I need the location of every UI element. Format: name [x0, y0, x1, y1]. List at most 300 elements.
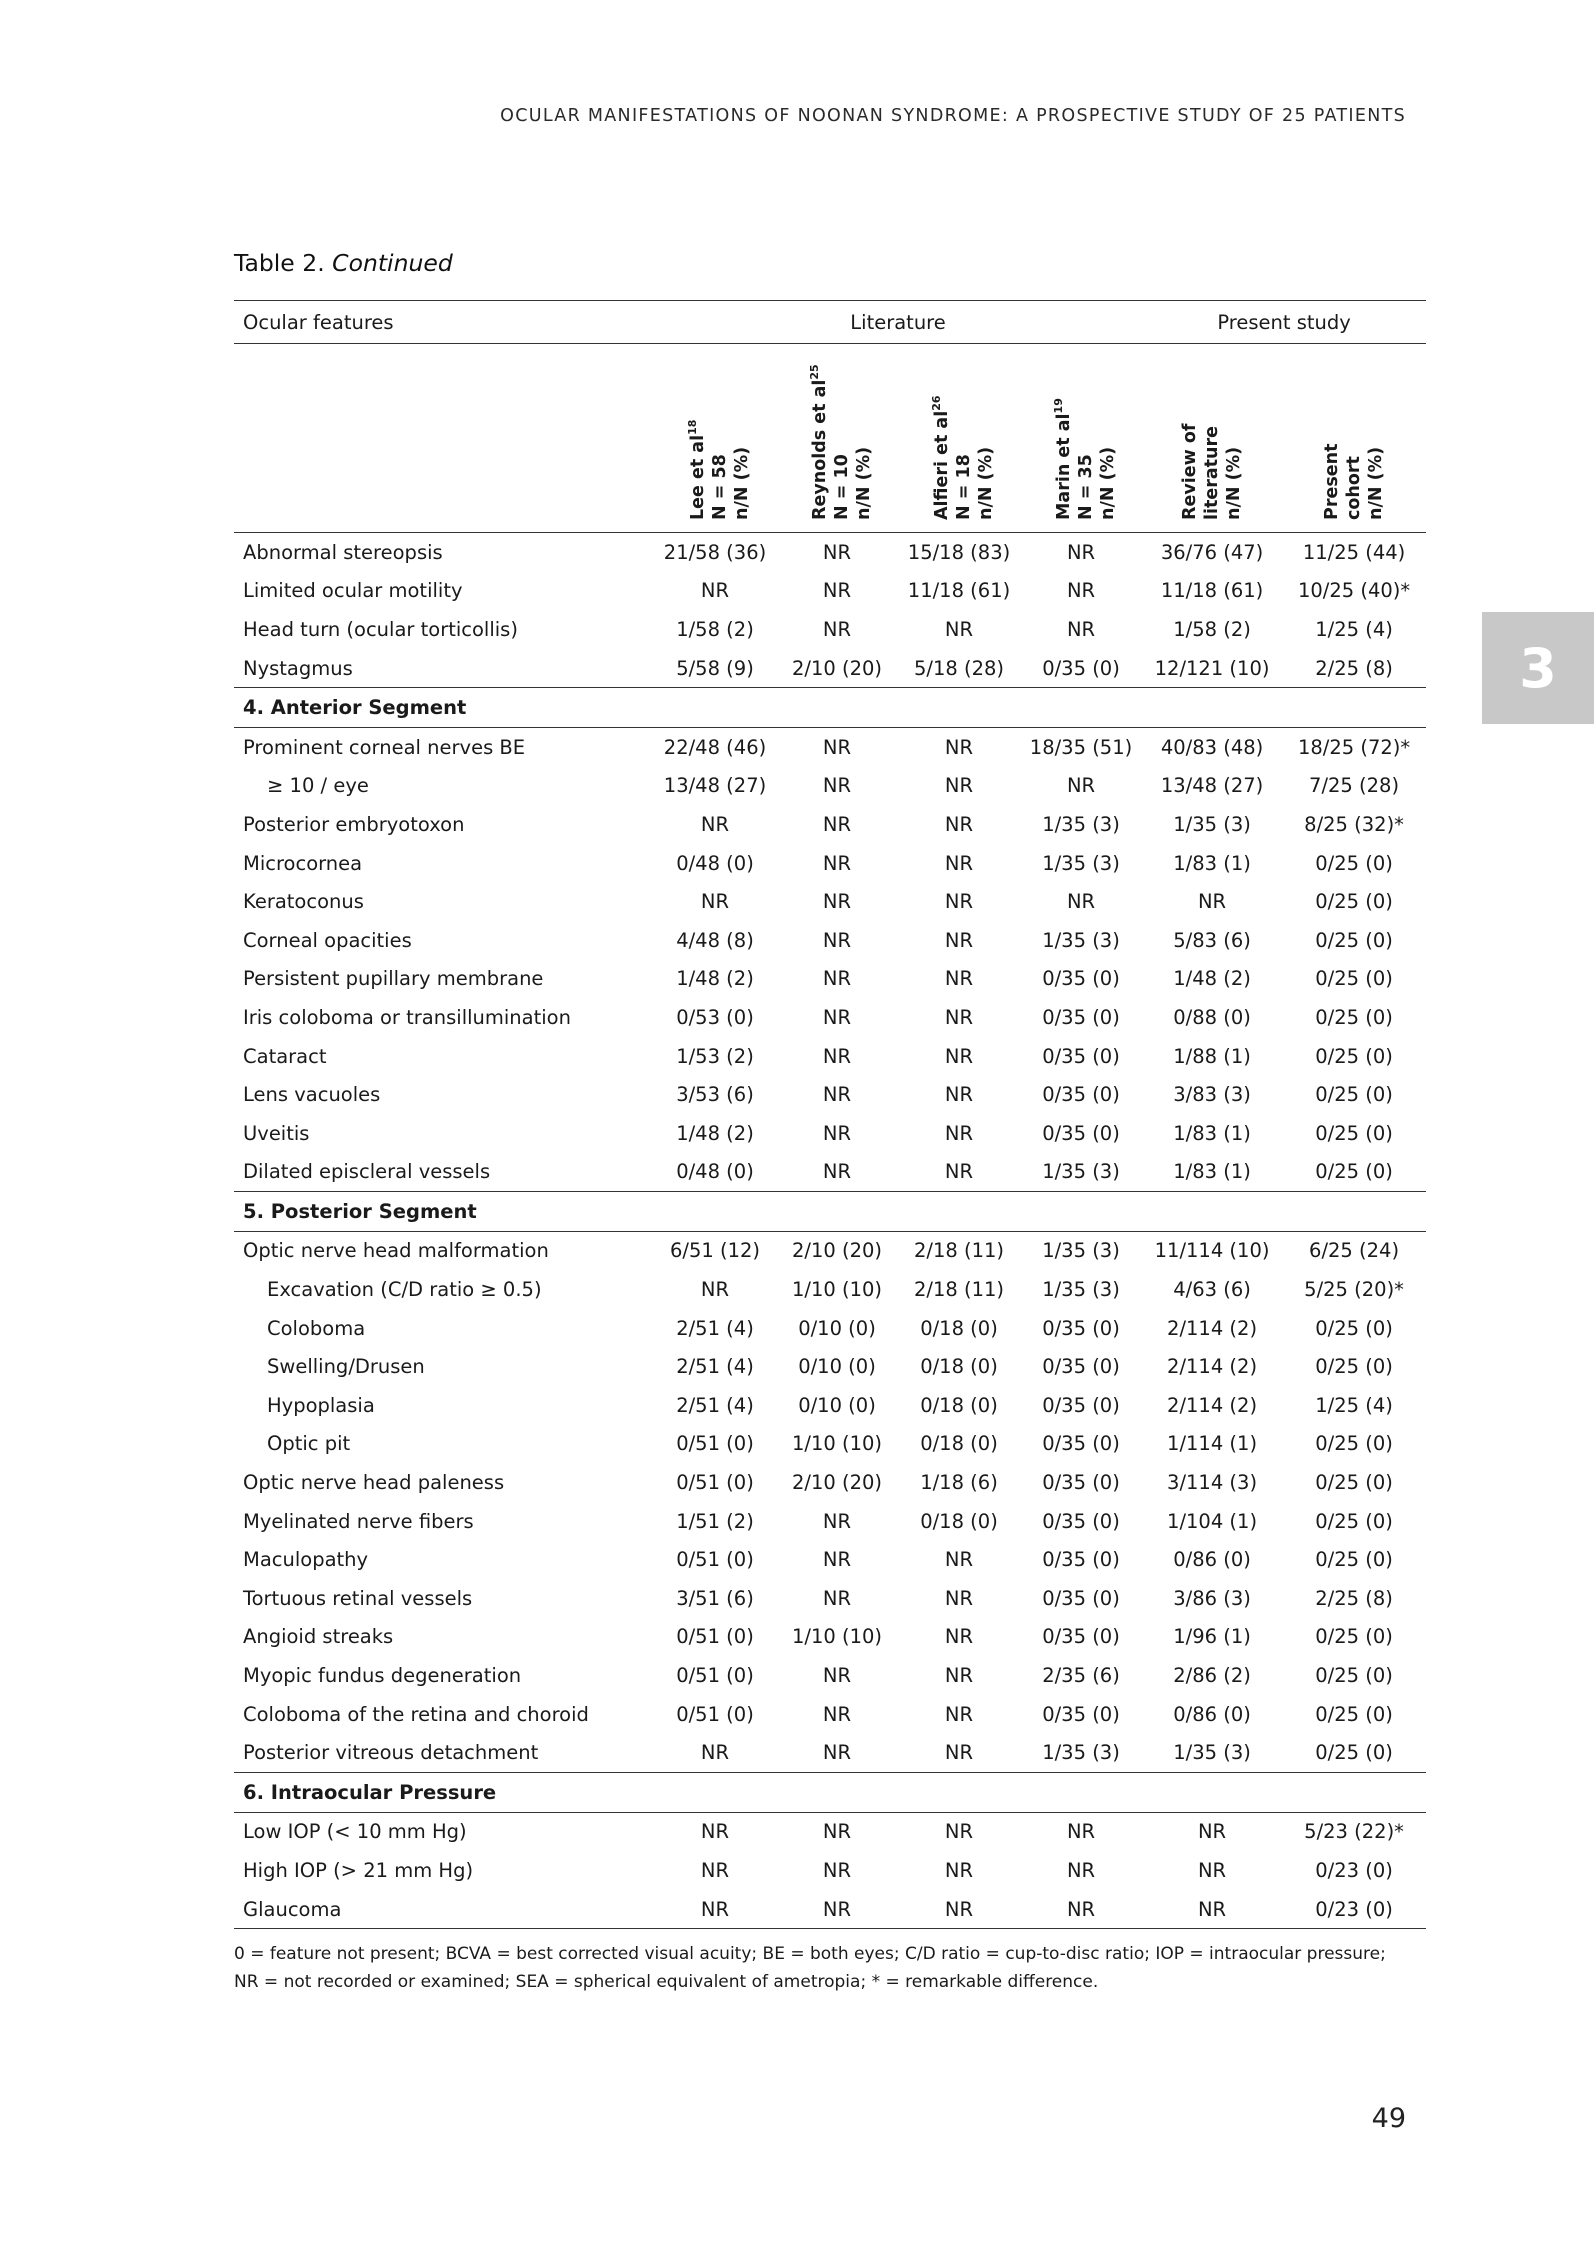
column-header-source: Reynolds et al — [809, 379, 830, 520]
table-cell: 1/96 (1) — [1173, 1625, 1251, 1649]
table-row — [234, 1618, 1426, 1657]
table-body — [234, 533, 1426, 1929]
feature-label: Myopic fundus degeneration — [243, 1664, 522, 1688]
table-cell: 0/25 (0) — [1315, 1625, 1393, 1649]
table-cell: 0/35 (0) — [1042, 656, 1120, 680]
table-cell: 0/25 (0) — [1315, 1316, 1393, 1340]
table-row — [234, 1386, 1426, 1425]
table-cell: 0/51 (0) — [676, 1664, 754, 1688]
table-cell: 11/18 (61) — [907, 579, 1011, 603]
table-cell: 3/83 (3) — [1173, 1083, 1251, 1107]
table-cell: 0/35 (0) — [1042, 1471, 1120, 1495]
table-cell: 1/18 (6) — [920, 1471, 998, 1495]
table-row — [234, 1733, 1426, 1772]
table-cell: 0/25 (0) — [1315, 1664, 1393, 1688]
table-row — [234, 1231, 1426, 1270]
header-rotated-row — [234, 344, 1426, 533]
table-cell: 1/104 (1) — [1167, 1509, 1258, 1533]
table-cell: 0/25 (0) — [1315, 1432, 1393, 1456]
table-row — [234, 767, 1426, 806]
feature-label: Lens vacuoles — [243, 1083, 381, 1107]
table-cell: 2/114 (2) — [1167, 1393, 1258, 1417]
table-cell: NR — [944, 1702, 974, 1726]
table-cell: 18/35 (51) — [1029, 735, 1133, 759]
table-cell: 2/18 (11) — [913, 1278, 1005, 1302]
table-row — [234, 844, 1426, 883]
table-cell: 0/10 (0) — [798, 1316, 876, 1340]
table-cell: 0/25 (0) — [1315, 1471, 1393, 1495]
table-cell: NR — [944, 1858, 974, 1882]
table-cell: 2/114 (2) — [1167, 1355, 1258, 1379]
feature-label: Abnormal stereopsis — [243, 540, 443, 564]
table-cell: NR — [654, 1890, 776, 1929]
table-cell: NR — [1142, 1890, 1282, 1929]
table-cell: 1/48 (2) — [676, 967, 754, 991]
table-cell: 0/25 (0) — [1315, 1083, 1393, 1107]
column-header-sample: N = 58 — [709, 454, 730, 520]
table-cell: NR — [700, 1741, 730, 1765]
section-row — [234, 1773, 1426, 1813]
column-header-reference: 26 — [930, 395, 943, 411]
table-cell: 0/35 (0) — [1042, 1625, 1120, 1649]
table-cell: 2/10 (20) — [791, 1471, 883, 1495]
table-cell: 0/51 (0) — [676, 1625, 754, 1649]
table-cell: 2/18 (11) — [913, 1239, 1005, 1263]
table-cell: NR — [822, 851, 852, 875]
table-cell: 5/25 (20)* — [1304, 1278, 1404, 1302]
table-cell: NR — [700, 1820, 730, 1844]
table-row — [234, 921, 1426, 960]
table-cell: 0/10 (0) — [798, 1393, 876, 1417]
table-cell: NR — [944, 812, 974, 836]
table-cell: NR — [944, 1548, 974, 1572]
table-cell: 0/35 (0) — [1042, 1702, 1120, 1726]
table-cell: NR — [1066, 1858, 1096, 1882]
table-cell: 1/35 (3) — [1042, 851, 1120, 875]
table-row — [234, 649, 1426, 688]
column-header-reference: 18 — [686, 419, 699, 435]
column-header-reference: 19 — [1052, 398, 1066, 414]
table-row — [234, 1347, 1426, 1386]
table-cell: 11/25 (44) — [1302, 540, 1406, 564]
table-cell: 0/25 (0) — [1315, 1044, 1393, 1068]
page-number: 49 — [1371, 2103, 1406, 2134]
table-cell: 0/48 (0) — [676, 1160, 754, 1184]
table-cell: 0/51 (0) — [676, 1432, 754, 1456]
table-cell: NR — [1066, 540, 1096, 564]
table-cell: 0/18 (0) — [920, 1432, 998, 1456]
feature-label: Angioid streaks — [243, 1625, 394, 1649]
table-cell: 1/35 (3) — [1042, 1741, 1120, 1765]
table-cell: NR — [822, 1509, 852, 1533]
table-cell: 1/88 (1) — [1173, 1044, 1251, 1068]
table-row — [234, 533, 1426, 572]
table-row — [234, 1309, 1426, 1348]
table-cell: 1/83 (1) — [1173, 1121, 1251, 1145]
feature-label: Keratoconus — [243, 890, 364, 914]
table-cell: NR — [700, 890, 730, 914]
table-cell: 6/51 (12) — [669, 1239, 761, 1263]
feature-label: Nystagmus — [243, 656, 353, 680]
column-header-3 — [898, 344, 1020, 533]
column-header-source: Present — [1322, 443, 1343, 520]
table-title-prefix: Table 2. — [234, 249, 325, 277]
feature-label: Optic pit — [267, 1432, 351, 1456]
table-row — [234, 1153, 1426, 1192]
table-cell: 5/18 (28) — [913, 656, 1005, 680]
table-cell: 2/35 (6) — [1042, 1664, 1120, 1688]
table-row — [234, 1075, 1426, 1114]
table-row — [234, 1114, 1426, 1153]
table-cell: NR — [1197, 1858, 1227, 1882]
table-cell: 1/83 (1) — [1173, 851, 1251, 875]
table-cell: 0/25 (0) — [1315, 1005, 1393, 1029]
table-cell: 7/25 (28) — [1309, 774, 1400, 798]
column-header-unit: n/N (%) — [975, 446, 996, 520]
table-cell: 0/25 (0) — [1315, 1741, 1393, 1765]
feature-label: Persistent pupillary membrane — [243, 967, 544, 991]
table-row — [234, 1695, 1426, 1734]
table-cell: 5/23 (22)* — [1304, 1820, 1404, 1844]
table-cell: NR — [898, 1890, 1020, 1929]
feature-label: Dilated episcleral vessels — [243, 1160, 491, 1184]
table-cell: 2/51 (4) — [676, 1316, 754, 1340]
table-cell: 0/53 (0) — [676, 1005, 754, 1029]
section-row — [234, 688, 1426, 728]
table-cell: NR — [1066, 617, 1096, 641]
table-cell: 1/58 (2) — [1173, 617, 1251, 641]
table-cell: 0/23 (0) — [1282, 1890, 1426, 1929]
table-row — [234, 1037, 1426, 1076]
column-header-reference: 25 — [808, 364, 821, 380]
table-cell: 0/18 (0) — [920, 1393, 998, 1417]
column-header-6 — [1282, 344, 1426, 533]
table-cell: NR — [1197, 890, 1227, 914]
table-cell: 3/51 (6) — [676, 1586, 754, 1610]
table-cell: NR — [1066, 1820, 1096, 1844]
table-cell: 1/51 (2) — [676, 1509, 754, 1533]
table-footnote: 0 = feature not present; BCVA = best corrected visual acuity; BE = both eyes; C/D ratio = cup-to-disc ratio; IOP = intraocular pressure; NR = not recorded or examined; SEA = spherical equivalent of ametropia; * = remarkable difference. — [234, 1944, 1386, 1992]
ocular-features-table — [234, 300, 1426, 1929]
table-cell: 18/25 (72)* — [1297, 735, 1411, 759]
table-cell: 0/35 (0) — [1042, 1432, 1120, 1456]
table-row — [234, 882, 1426, 921]
table-cell: NR — [700, 812, 730, 836]
column-header-5 — [1142, 344, 1282, 533]
table-cell: NR — [944, 1005, 974, 1029]
table-cell: NR — [822, 1548, 852, 1572]
table-cell: 2/10 (20) — [791, 656, 883, 680]
table-cell: NR — [1020, 1890, 1142, 1929]
table-cell: 0/25 (0) — [1315, 1160, 1393, 1184]
column-header-4 — [1020, 344, 1142, 533]
feature-label: Limited ocular motility — [243, 579, 463, 603]
table-cell: 1/35 (3) — [1042, 1278, 1120, 1302]
table-cell: NR — [944, 1741, 974, 1765]
table-cell: NR — [822, 1044, 852, 1068]
table-cell: 0/18 (0) — [920, 1355, 998, 1379]
header-group-row — [234, 301, 1426, 344]
table-cell: NR — [944, 774, 974, 798]
table-cell: 0/35 (0) — [1042, 1548, 1120, 1572]
table-row — [234, 805, 1426, 844]
table-cell: NR — [944, 617, 974, 641]
feature-column-header: Ocular features — [234, 301, 654, 344]
table-cell: 0/35 (0) — [1042, 1044, 1120, 1068]
table-cell: 0/18 (0) — [920, 1509, 998, 1533]
table-cell: 0/35 (0) — [1042, 967, 1120, 991]
table-cell: NR — [944, 1160, 974, 1184]
table-cell: NR — [1066, 579, 1096, 603]
present-study-group-header: Present study — [1142, 301, 1426, 344]
table-cell: 2/86 (2) — [1173, 1664, 1251, 1688]
feature-label: Corneal opacities — [243, 928, 412, 952]
feature-label: Myelinated nerve fibers — [243, 1509, 474, 1533]
feature-label: Optic nerve head malformation — [243, 1239, 549, 1263]
table-cell: 0/25 (0) — [1315, 851, 1393, 875]
table-cell: NR — [944, 1121, 974, 1145]
table-cell: NR — [822, 617, 852, 641]
table-cell: 2/25 (8) — [1315, 656, 1393, 680]
table-cell: 5/83 (6) — [1173, 928, 1251, 952]
table-cell: 10/25 (40)* — [1297, 579, 1411, 603]
table-cell: 0/86 (0) — [1173, 1548, 1251, 1572]
feature-label: Head turn (ocular torticollis) — [243, 617, 518, 641]
table-cell: 2/25 (8) — [1315, 1586, 1393, 1610]
feature-label: Maculopathy — [243, 1548, 369, 1572]
table-container — [234, 300, 1411, 1929]
feature-label: Optic nerve head paleness — [243, 1471, 505, 1495]
table-cell: 1/114 (1) — [1167, 1432, 1258, 1456]
table-cell: 12/121 (10) — [1154, 656, 1270, 680]
table-cell: 0/25 (0) — [1315, 1509, 1393, 1533]
feature-label: High IOP (> 21 mm Hg) — [243, 1858, 474, 1882]
table-cell: NR — [700, 579, 730, 603]
table-cell: 4/63 (6) — [1173, 1278, 1251, 1302]
table-row — [234, 960, 1426, 999]
running-head: OCULAR MANIFESTATIONS OF NOONAN SYNDROME: A PROSPECTIVE STUDY OF 25 PATIENTS — [500, 106, 1406, 126]
feature-label: Posterior embryotoxon — [243, 812, 465, 836]
section-heading: 5. Posterior Segment — [234, 1192, 1426, 1232]
table-cell: 15/18 (83) — [907, 540, 1011, 564]
table-title — [234, 249, 453, 277]
column-header-source: Lee et al — [687, 434, 708, 520]
table-cell: 2/114 (2) — [1167, 1316, 1258, 1340]
table-row — [234, 1463, 1426, 1502]
table-cell: 1/48 (2) — [676, 1121, 754, 1145]
table-row — [234, 572, 1426, 611]
table-cell: NR — [822, 1820, 852, 1844]
table-cell: 1/10 (10) — [791, 1625, 883, 1649]
column-header-1 — [654, 344, 776, 533]
table-cell: NR — [822, 1702, 852, 1726]
table-cell: 0/35 (0) — [1042, 1316, 1120, 1340]
feature-label: Cataract — [243, 1044, 327, 1068]
table-cell: NR — [700, 1858, 730, 1882]
table-cell: NR — [822, 1083, 852, 1107]
column-header-source: Review of — [1180, 423, 1201, 520]
table-cell: 0/25 (0) — [1315, 1702, 1393, 1726]
table-cell: 1/10 (10) — [791, 1432, 883, 1456]
table-cell: NR — [944, 1586, 974, 1610]
table-row — [234, 998, 1426, 1037]
table-row — [234, 727, 1426, 766]
table-cell: NR — [944, 1664, 974, 1688]
table-cell: 13/48 (27) — [663, 774, 767, 798]
feature-label: Coloboma of the retina and choroid — [243, 1702, 589, 1726]
table-cell: 0/25 (0) — [1315, 1548, 1393, 1572]
table-cell: 0/25 (0) — [1315, 1121, 1393, 1145]
column-header-unit: n/N (%) — [731, 446, 752, 520]
table-cell: NR — [944, 967, 974, 991]
feature-label: ≥ 10 / eye — [267, 774, 369, 798]
table-cell: NR — [944, 890, 974, 914]
column-header-sample: literature — [1202, 426, 1223, 520]
table-cell: 0/35 (0) — [1042, 1393, 1120, 1417]
table-cell: 1/83 (1) — [1173, 1160, 1251, 1184]
table-cell: 0/35 (0) — [1042, 1586, 1120, 1610]
table-cell: 1/35 (3) — [1042, 812, 1120, 836]
table-cell: NR — [822, 890, 852, 914]
column-header-unit: n/N (%) — [853, 446, 874, 520]
table-cell: 8/25 (32)* — [1304, 812, 1404, 836]
table-cell: NR — [822, 1586, 852, 1610]
column-header-sample: N = 10 — [831, 454, 852, 520]
table-cell: 5/58 (9) — [676, 656, 754, 680]
column-header-sample: N = 18 — [953, 454, 974, 520]
column-header-sample: N = 35 — [1075, 454, 1096, 520]
table-cell: 1/35 (3) — [1173, 812, 1251, 836]
table-cell: 1/35 (3) — [1042, 1239, 1120, 1263]
table-row — [234, 1270, 1426, 1309]
table-cell: 3/86 (3) — [1173, 1586, 1251, 1610]
table-cell: 1/25 (4) — [1315, 1393, 1393, 1417]
column-header-unit: n/N (%) — [1224, 446, 1245, 520]
table-cell: 0/18 (0) — [920, 1316, 998, 1340]
table-cell: 2/51 (4) — [676, 1393, 754, 1417]
table-cell: 0/10 (0) — [798, 1355, 876, 1379]
table-row — [234, 1540, 1426, 1579]
table-cell: 3/114 (3) — [1167, 1471, 1258, 1495]
feature-label: Excavation (C/D ratio ≥ 0.5) — [267, 1278, 542, 1302]
table-row — [234, 1851, 1426, 1890]
table-cell: 0/23 (0) — [1315, 1858, 1393, 1882]
feature-label: Hypoplasia — [267, 1393, 375, 1417]
table-cell: 1/35 (3) — [1042, 1160, 1120, 1184]
table-cell: NR — [944, 1625, 974, 1649]
table-cell: NR — [822, 579, 852, 603]
table-cell: 4/48 (8) — [676, 928, 754, 952]
feature-header-spacer — [234, 344, 654, 533]
feature-label: Coloboma — [267, 1316, 366, 1340]
table-cell: 0/48 (0) — [676, 851, 754, 875]
table-cell: 40/83 (48) — [1160, 735, 1264, 759]
table-cell: 2/10 (20) — [791, 1239, 883, 1263]
feature-label: Tortuous retinal vessels — [243, 1586, 473, 1610]
table-cell: 0/35 (0) — [1042, 1083, 1120, 1107]
column-header-unit: n/N (%) — [1366, 446, 1387, 520]
table-cell: NR — [822, 812, 852, 836]
table-cell: 0/51 (0) — [676, 1471, 754, 1495]
table-cell: NR — [822, 1664, 852, 1688]
table-row — [234, 1425, 1426, 1464]
table-cell: NR — [822, 735, 852, 759]
table-cell: 1/58 (2) — [676, 617, 754, 641]
table-cell: NR — [700, 1278, 730, 1302]
table-cell: NR — [822, 928, 852, 952]
feature-label: Uveitis — [243, 1121, 310, 1145]
table-cell: 0/51 (0) — [676, 1702, 754, 1726]
table-cell: NR — [944, 1083, 974, 1107]
table-cell: 1/35 (3) — [1173, 1741, 1251, 1765]
table-cell: 2/51 (4) — [676, 1355, 754, 1379]
table-cell: NR — [822, 1858, 852, 1882]
feature-label: Swelling/Drusen — [267, 1355, 425, 1379]
table-cell: 0/86 (0) — [1173, 1702, 1251, 1726]
chapter-tab[interactable]: 3 — [1482, 612, 1594, 724]
table-cell: 1/48 (2) — [1173, 967, 1251, 991]
table-cell: 22/48 (46) — [663, 735, 767, 759]
table-cell: NR — [822, 967, 852, 991]
table-cell: 1/10 (10) — [791, 1278, 883, 1302]
table-cell: NR — [822, 1005, 852, 1029]
table-cell: 0/35 (0) — [1042, 1121, 1120, 1145]
table-row — [234, 1656, 1426, 1695]
literature-group-header: Literature — [654, 301, 1142, 344]
table-row — [234, 1502, 1426, 1541]
table-cell: 0/88 (0) — [1173, 1005, 1251, 1029]
table-cell: 0/35 (0) — [1042, 1355, 1120, 1379]
table-cell: NR — [776, 1890, 898, 1929]
table-cell: 0/25 (0) — [1315, 890, 1393, 914]
table-cell: NR — [944, 1044, 974, 1068]
table-cell: 0/25 (0) — [1315, 928, 1393, 952]
table-cell: 36/76 (47) — [1160, 540, 1264, 564]
table-cell: 0/35 (0) — [1042, 1509, 1120, 1533]
table-cell: 13/48 (27) — [1160, 774, 1264, 798]
table-cell: NR — [944, 735, 974, 759]
table-cell: NR — [822, 1741, 852, 1765]
table-cell: 0/35 (0) — [1042, 1005, 1120, 1029]
table-cell: 0/25 (0) — [1315, 1355, 1393, 1379]
feature-label: Glaucoma — [234, 1890, 654, 1929]
table-cell: 3/53 (6) — [676, 1083, 754, 1107]
table-cell: NR — [822, 540, 852, 564]
feature-label: Low IOP (< 10 mm Hg) — [243, 1820, 467, 1844]
table-row — [234, 610, 1426, 649]
column-header-2 — [776, 344, 898, 533]
section-heading: 6. Intraocular Pressure — [234, 1773, 1426, 1813]
table-cell: 0/25 (0) — [1315, 967, 1393, 991]
table-cell: NR — [944, 928, 974, 952]
table-row — [234, 1579, 1426, 1618]
feature-label: Prominent corneal nerves BE — [243, 735, 526, 759]
feature-label: Microcornea — [243, 851, 363, 875]
table-row — [234, 1890, 1426, 1929]
column-header-sample: cohort — [1344, 456, 1365, 520]
column-header-unit: n/N (%) — [1097, 446, 1118, 520]
table-cell: 0/51 (0) — [676, 1548, 754, 1572]
feature-label: Iris coloboma or transillumination — [243, 1005, 571, 1029]
table-cell: NR — [822, 1160, 852, 1184]
table-cell: NR — [822, 1121, 852, 1145]
feature-label: Posterior vitreous detachment — [243, 1741, 539, 1765]
column-header-source: Alfieri et al — [931, 410, 952, 520]
table-row — [234, 1812, 1426, 1851]
table-cell: 1/25 (4) — [1315, 617, 1393, 641]
section-row — [234, 1192, 1426, 1232]
table-cell: 1/53 (2) — [676, 1044, 754, 1068]
